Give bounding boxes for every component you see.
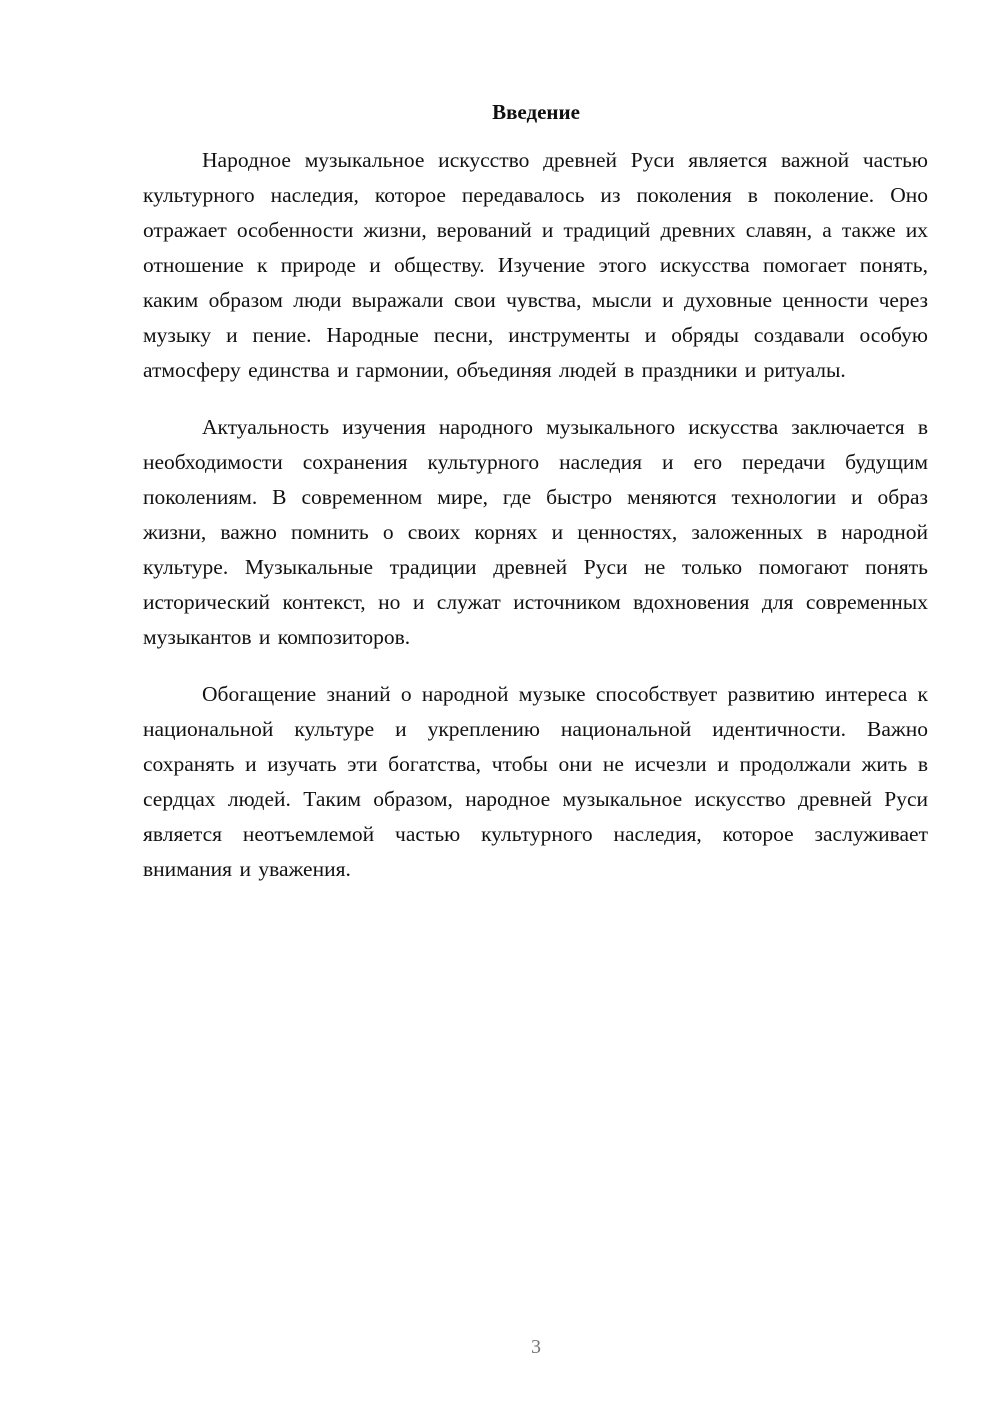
paragraph-conclusion: Обогащение знаний о народной музыке способствует развитию интереса к национальной культуре и укреплению национальной идентичности. Важно сохранять и изучать эти богатства, чтобы они не исчезли и продолжали жить в сердцах людей. Таким образом, народное музыкальное искусство древней Руси является неотъемлемой частью культурного наследия, которое заслуживает внимания и уважения. bbox=[143, 682, 928, 881]
page-number: 3 bbox=[531, 1336, 541, 1358]
paragraph-relevance: Актуальность изучения народного музыкального искусства заключается в необходимости сохранения культурного наследия и его передачи будущим поколениям. В современном мире, где быстро меняются технологии и образ жизни, важно помнить о своих корнях и ценностях, заложенных в народной культуре. Музыкальные традиции древней Руси не только помогают понять исторический контекст, но и служат источником вдохновения для современных музыкантов и композиторов. bbox=[143, 415, 928, 649]
document-body bbox=[143, 143, 928, 909]
section-heading: Введение bbox=[492, 100, 580, 124]
paragraph-intro: Народное музыкальное искусство древней Руси является важной частью культурного наследия, которое передавалось из поколения в поколение. Оно отражает особенности жизни, верований и традиций древних славян, а также их отношение к природе и обществу. Изучение этого искусства помогает понять, каким образом люди выражали свои чувства, мысли и духовные ценности через музыку и пение. Народные песни, инструменты и обряды создавали особую атмосферу единства и гармонии, объединяя людей в праздники и ритуалы. bbox=[143, 148, 928, 382]
